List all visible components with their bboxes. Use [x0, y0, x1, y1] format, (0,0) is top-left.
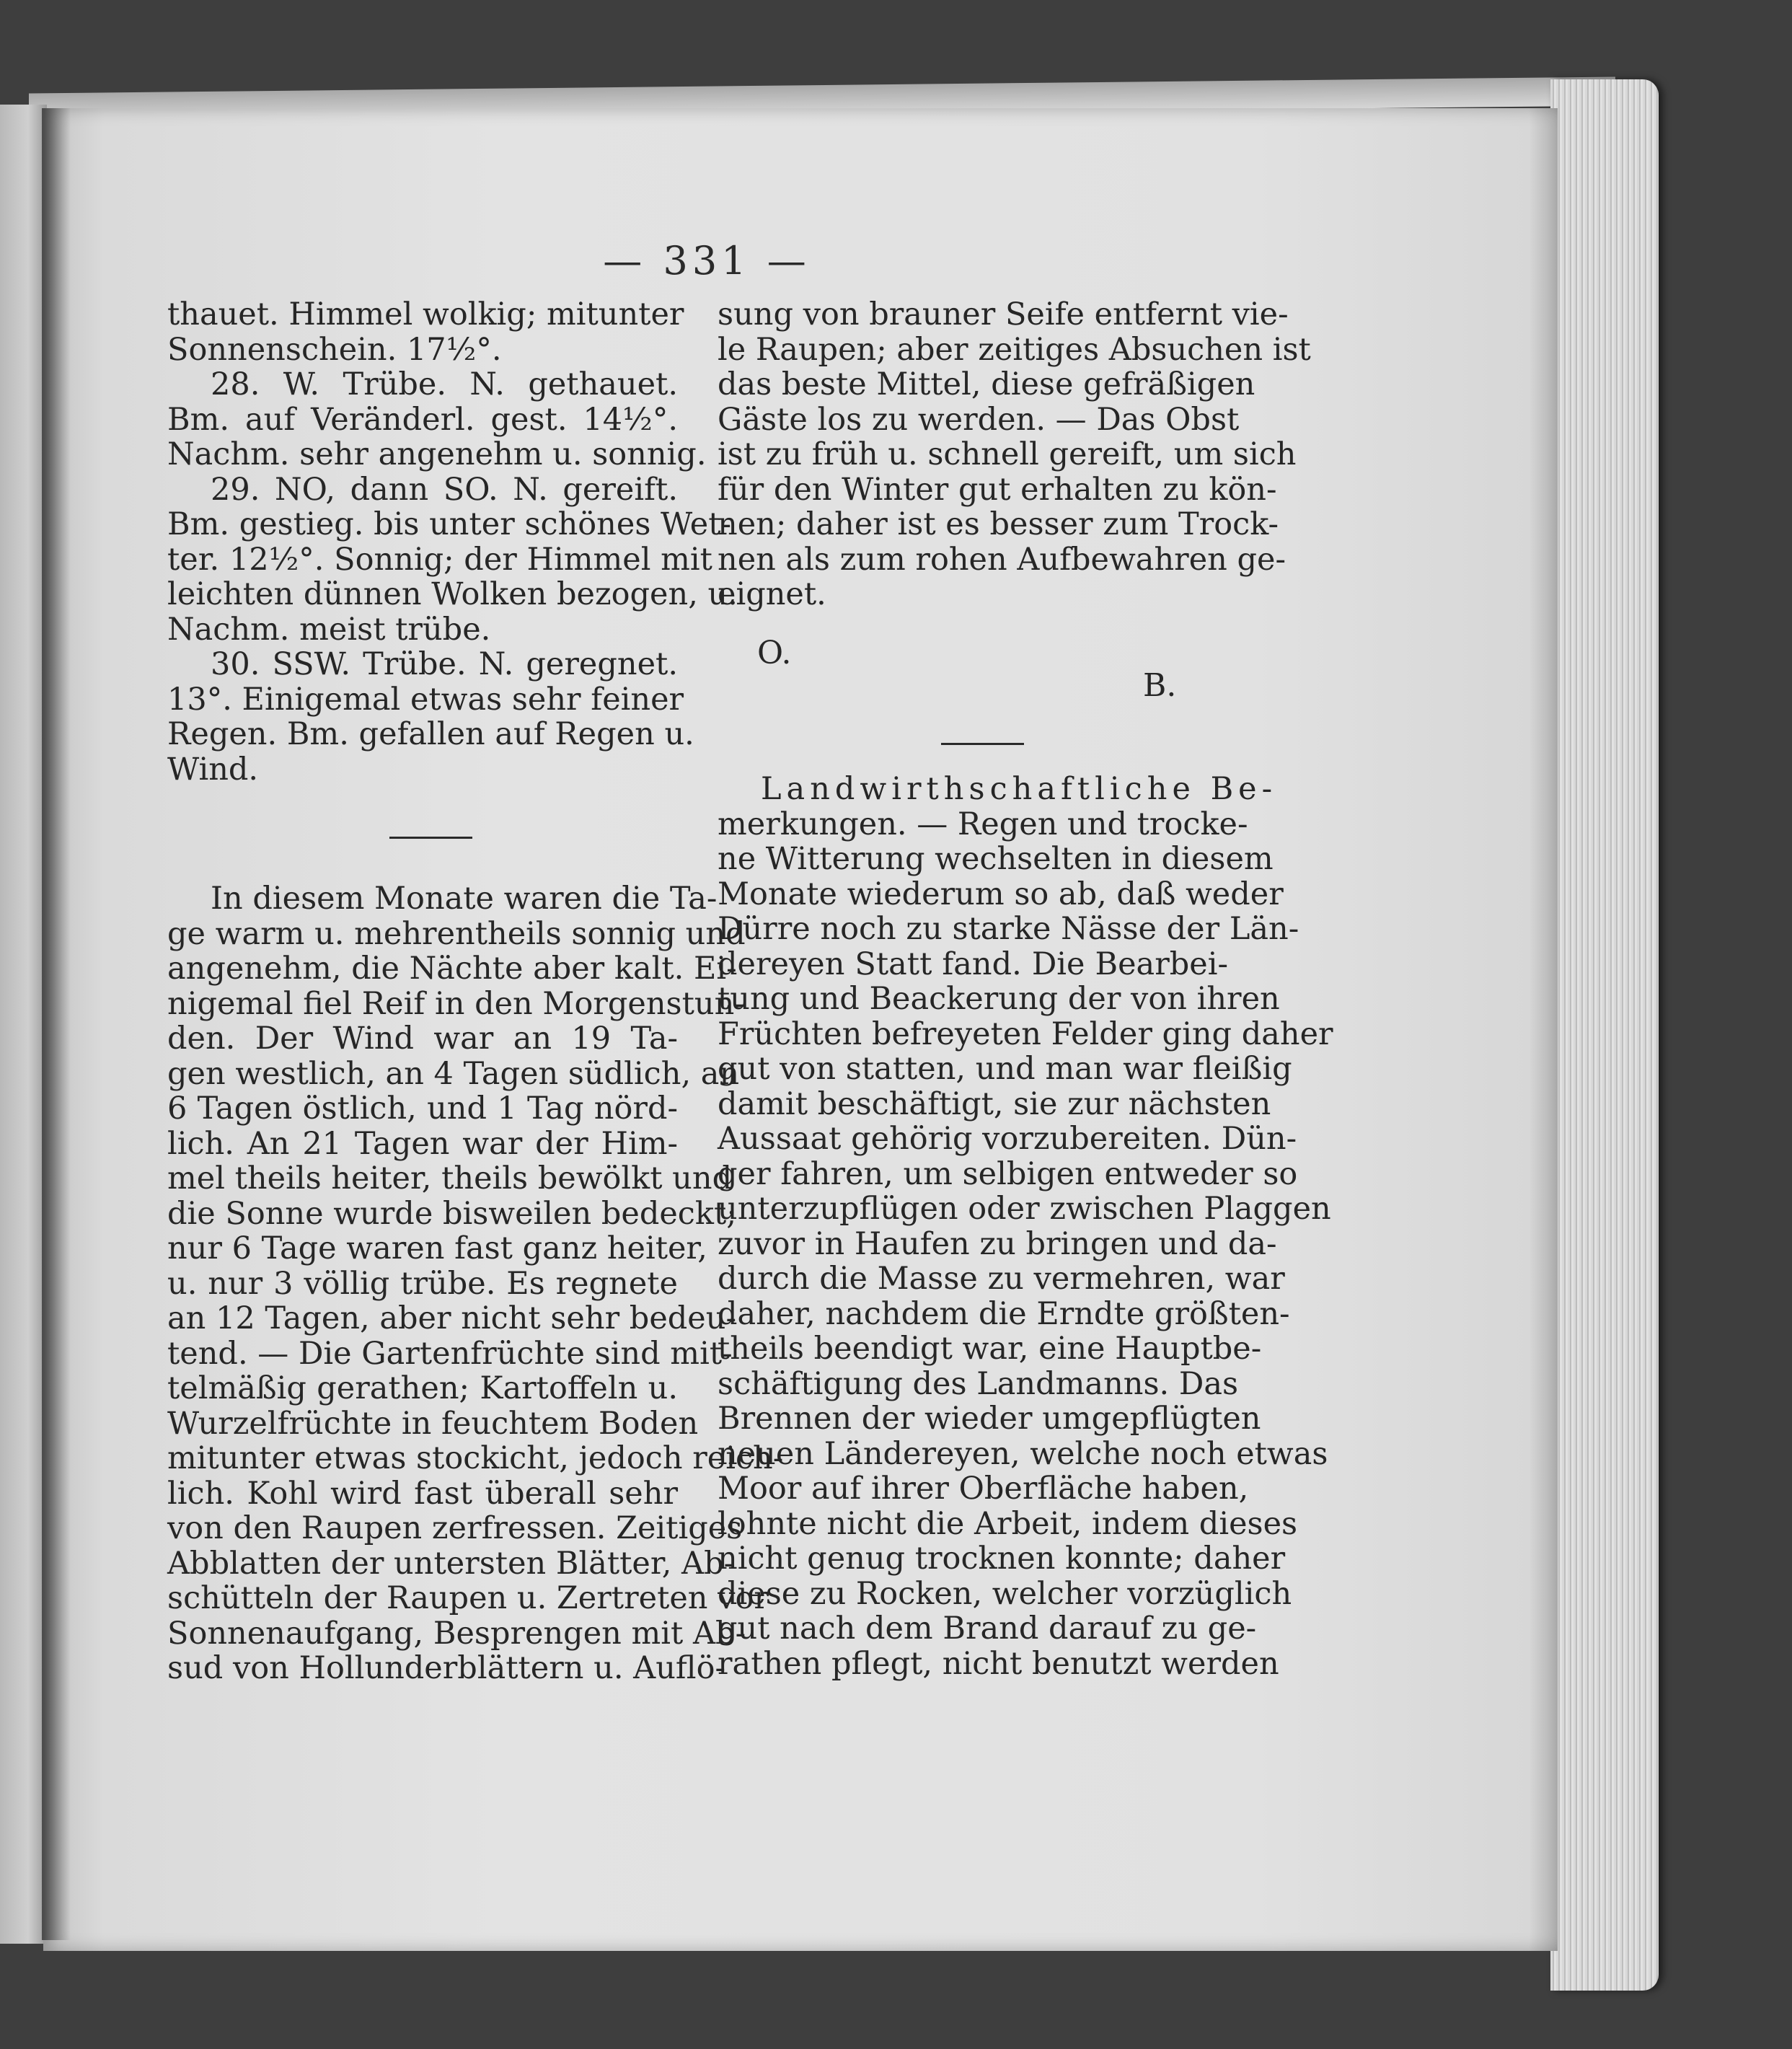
text-line: Abblatten der untersten Blätter, Ab-: [167, 1545, 735, 1582]
right-column-garden-notes: [718, 296, 1311, 612]
text-line: angenehm, die Nächte aber kalt. Ei-: [167, 951, 737, 987]
text-line: sung von brauner Seife entfernt vie-: [718, 296, 1289, 332]
text-line: 13°. Einigemal etwas sehr feiner: [167, 681, 684, 718]
text-line: nen; daher ist es besser zum Trock-: [718, 506, 1279, 542]
text-line: Bm. auf Veränderl. gest. 14½°.: [167, 401, 678, 438]
text-line: ist zu früh u. schnell gereift, um sich: [718, 436, 1297, 472]
text-line: daher, nachdem die Erndte größten-: [718, 1295, 1290, 1332]
text-line: Regen. Bm. gefallen auf Regen u.: [167, 716, 694, 752]
text-line: Wind.: [167, 751, 259, 788]
text-line: nen als zum rohen Aufbewahren ge-: [718, 541, 1286, 578]
text-line: In diesem Monate waren die Ta-: [211, 881, 718, 917]
text-line: Sonnenschein. 17½°.: [167, 331, 502, 368]
text-line: theils beendigt war, eine Hauptbe-: [718, 1331, 1262, 1367]
text-line: u. nur 3 völlig trübe. Es regnete: [167, 1265, 678, 1302]
section-divider: [389, 837, 472, 839]
text-line: mitunter etwas stockicht, jedoch reich-: [167, 1440, 784, 1476]
left-column-summary: [167, 881, 784, 1686]
text-line: 28. W. Trübe. N. gethauet.: [211, 366, 678, 402]
text-line: Gäste los zu werden. — Das Obst: [718, 401, 1240, 438]
text-line: ger fahren, um selbigen entweder so: [718, 1155, 1298, 1192]
text-line: die Sonne wurde bisweilen bedeckt;: [167, 1195, 737, 1232]
text-line: durch die Masse zu vermehren, war: [718, 1261, 1285, 1297]
text-line: tung und Beackerung der von ihren: [718, 981, 1280, 1017]
text-line: Aussaat gehörig vorzubereiten. Dün-: [718, 1121, 1297, 1157]
text-line: Wurzelfrüchte in feuchtem Boden: [167, 1405, 699, 1442]
text-line: das beste Mittel, diese gefräßigen: [718, 366, 1255, 402]
text-line: damit beschäftigt, sie zur nächsten: [718, 1085, 1271, 1122]
section-heading: Landwirthschaftliche Be-: [761, 771, 1278, 807]
text-line: le Raupen; aber zeitiges Absuchen ist: [718, 331, 1311, 368]
author-signature-b: B.: [1143, 667, 1177, 704]
text-line: gen westlich, an 4 Tagen südlich, an: [167, 1055, 740, 1092]
page-stack-edge: [1550, 79, 1659, 1991]
text-line: ge warm u. mehrentheils sonnig und: [167, 915, 746, 952]
text-line: Früchten befreyeten Felder ging daher: [718, 1015, 1333, 1052]
text-line: diese zu Rocken, welcher vorzüglich: [718, 1575, 1292, 1612]
right-column-agriculture-notes: [718, 771, 1333, 1682]
text-line: für den Winter gut erhalten zu kön-: [718, 471, 1277, 508]
text-line: lich. Kohl wird fast überall sehr: [167, 1475, 678, 1512]
text-line: Dürre noch zu starke Nässe der Län-: [718, 911, 1299, 947]
text-line: neuen Ländereyen, welche noch etwas: [718, 1435, 1328, 1472]
text-line: nigemal fiel Reif in den Morgenstun-: [167, 985, 745, 1022]
text-line: 6 Tagen östlich, und 1 Tag nörd-: [167, 1090, 678, 1127]
text-line: thauet. Himmel wolkig; mitunter: [167, 296, 684, 332]
section-divider: [941, 743, 1024, 745]
page-number: — 331 —: [603, 238, 811, 283]
text-line: ter. 12½°. Sonnig; der Himmel mit: [167, 541, 712, 578]
text-line: 29. NO, dann SO. N. gereift.: [211, 471, 678, 508]
text-line: Nachm. sehr angenehm u. sonnig.: [167, 436, 707, 472]
text-line: an 12 Tagen, aber nicht sehr bedeu-: [167, 1300, 736, 1336]
text-line: unterzupflügen oder zwischen Plaggen: [718, 1191, 1331, 1227]
author-signature-o: O.: [757, 635, 792, 671]
text-line: Bm. gestieg. bis unter schönes Wet-: [167, 506, 731, 542]
text-line: 30. SSW. Trübe. N. geregnet.: [211, 646, 678, 682]
text-line: sud von Hollunderblättern u. Auflö-: [167, 1650, 726, 1686]
text-line: leichten dünnen Wolken bezogen, u.: [167, 576, 738, 612]
text-line: mel theils heiter, theils bewölkt und: [167, 1160, 733, 1197]
text-line: nicht genug trocknen konnte; daher: [718, 1541, 1286, 1577]
text-line: schäftigung des Landmanns. Das: [718, 1365, 1239, 1402]
text-line: von den Raupen zerfressen. Zeitiges: [167, 1510, 743, 1546]
text-line: tend. — Die Gartenfrüchte sind mit-: [167, 1335, 733, 1372]
text-line: gut von statten, und man war fleißig: [718, 1051, 1292, 1087]
text-line: zuvor in Haufen zu bringen und da-: [718, 1225, 1277, 1262]
text-line: lohnte nicht die Arbeit, indem dieses: [718, 1505, 1298, 1542]
text-line: lich. An 21 Tagen war der Him-: [167, 1125, 678, 1162]
text-line: rathen pflegt, nicht benutzt werden: [718, 1645, 1279, 1682]
text-line: merkungen. — Regen und trocke-: [718, 806, 1248, 842]
left-column-weather-log: [167, 296, 738, 788]
text-line: Monate wiederum so ab, daß weder: [718, 876, 1284, 912]
text-line: schütteln der Raupen u. Zertreten vor: [167, 1580, 769, 1616]
fold-shadow: [1529, 108, 1558, 1951]
text-line: Brennen der wieder umgepflügten: [718, 1401, 1261, 1437]
text-line: dereyen Statt fand. Die Bearbei-: [718, 946, 1228, 982]
spine-shadow: [42, 108, 71, 1940]
text-line: telmäßig gerathen; Kartoffeln u.: [167, 1370, 678, 1406]
text-line: Nachm. meist trübe.: [167, 611, 491, 648]
text-line: Sonnenaufgang, Besprengen mit Ab-: [167, 1615, 746, 1652]
text-line: den. Der Wind war an 19 Ta-: [167, 1021, 678, 1057]
text-line: nur 6 Tage waren fast ganz heiter,: [167, 1230, 707, 1266]
text-line: ne Witterung wechselten in diesem: [718, 841, 1274, 877]
text-line: Moor auf ihrer Oberfläche haben,: [718, 1471, 1249, 1507]
text-line: gut nach dem Brand darauf zu ge-: [718, 1610, 1257, 1647]
left-page-edge: [0, 105, 47, 1944]
text-line: eignet.: [718, 576, 826, 612]
